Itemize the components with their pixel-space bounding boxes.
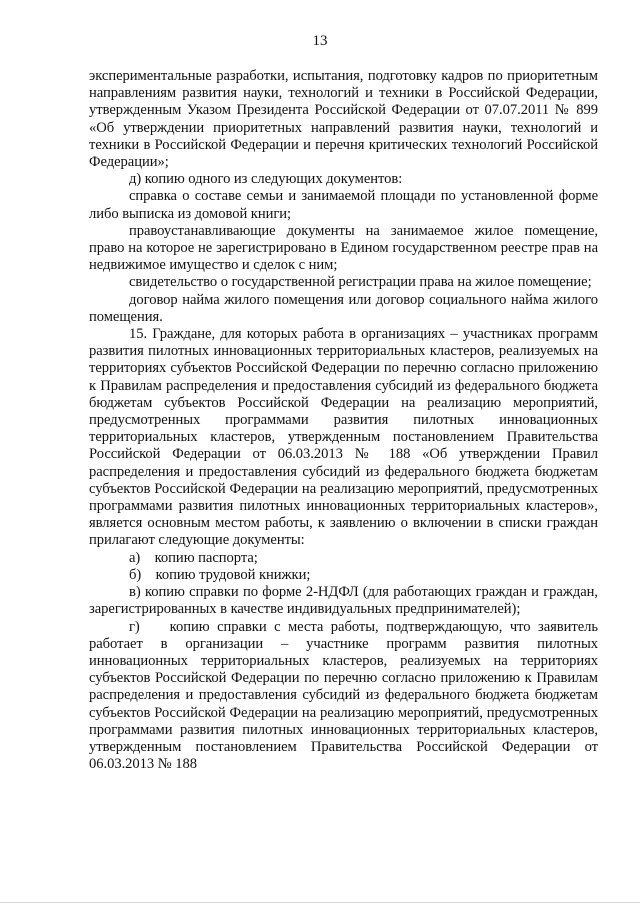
paragraph-continuation: экспериментальные разработки, испытания, подготовку кадров по приоритетным направлениям развития науки, технологий и техники в Российской Федерации, утвержденным Указом Президента Российской Федерации от 07.07.2011 № 899 «Об утверждении приоритетных направлений развития науки, технологий и техники в Российской Федерации и перечня критических технологий Российской Федерации»; (89, 68, 598, 171)
document-body (89, 68, 602, 773)
paragraph-lease-agreement: договор найма жилого помещения или договор социального найма жилого помещения. (89, 291, 598, 325)
page-bottom-edge (0, 902, 640, 903)
paragraph-clause-15: 15. Граждане, для которых работа в организациях – участниках программ развития пилотных инновационных территориальных кластеров, реализуемых на территориях субъектов Российской Федерации по перечню согласно приложению к Правилам распределения и предоставления субсидий из федерального бюджета бюджетам субъектов Российской Федерации на реализацию мероприятий, предусмотренных программами развития пилотных инновационных территориальных кластеров, утвержденным постановлением Правительства Российской Федерации от 06.03.2013 № 188 «Об утверждении Правил распределения и предоставления субсидий из федерального бюджета бюджетам субъектов Российской Федерации на реализацию мероприятий, предусмотренных программами развития пилотных инновационных территориальных кластеров», является основным местом работы, к заявлению о включении в списки граждан прилагают следующие документы: (89, 326, 598, 549)
paragraph-item-v: в) копию справки по форме 2-НДФЛ (для работающих граждан и граждан, зарегистрированных в качестве индивидуальных предпринимателей); (89, 584, 598, 618)
paragraph-item-a: а) копию паспорта; (129, 549, 258, 566)
paragraph-item-b: б) копию трудовой книжки; (129, 566, 311, 583)
paragraph-family-certificate: справка о составе семьи и занимаемой площади по установленной форме либо выписка из домовой книги; (89, 188, 598, 222)
paragraph-item-g: г) копию справки с места работы, подтверждающую, что заявитель работает в организации – участнике программ развития пилотных инновационных территориальных кластеров, реализуемых на территориях субъектов Российской Федерации по перечню согласно приложению к Правилам распределения и предоставления субсидий из федерального бюджета бюджетам субъектов Российской Федерации на реализацию мероприятий, предусмотренных программами развития пилотных инновационных территориальных кластеров, утвержденным постановлением Правительства Российской Федерации от 06.03.2013 № 188 (89, 618, 602, 773)
page-number: 13 (312, 33, 328, 49)
paragraph-title-documents: правоустанавливающие документы на занимаемое жилое помещение, право на которое не зарегистрировано в Едином государственном реестре прав на недвижимое имущество и сделок с ним; (89, 222, 598, 274)
paragraph-registration-certificate: свидетельство о государственной регистрации права на жилое помещение; (129, 274, 592, 291)
paragraph-item-d: д) копию одного из следующих документов: (129, 171, 403, 188)
